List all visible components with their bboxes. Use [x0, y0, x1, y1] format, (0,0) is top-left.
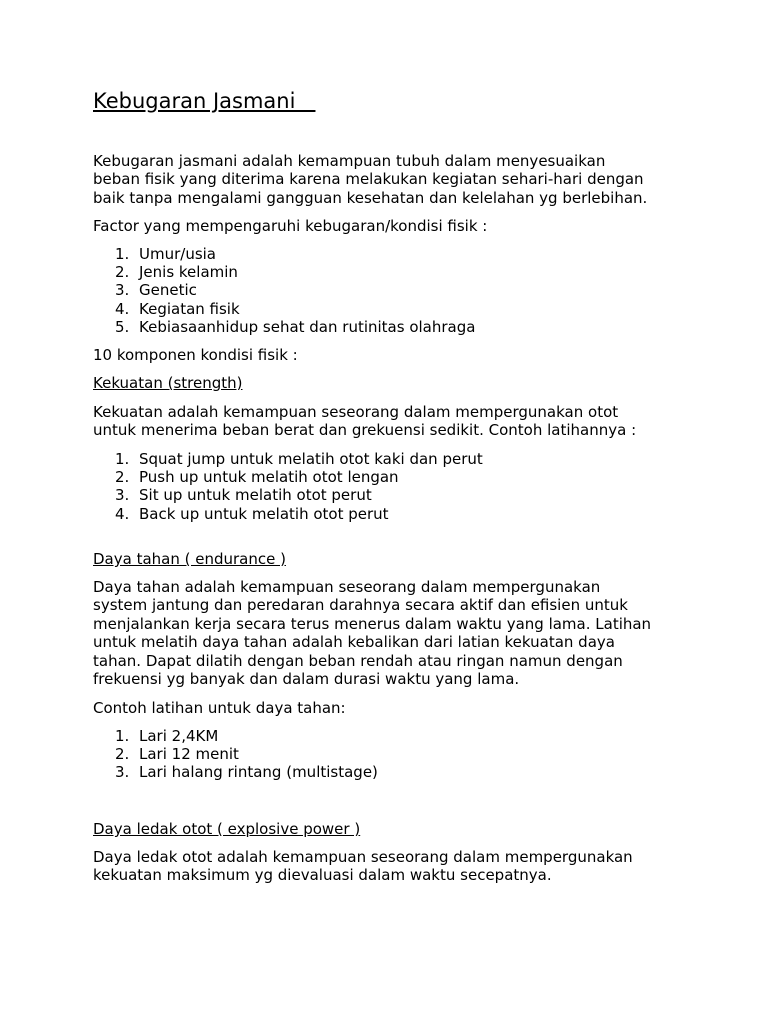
- list-number: 5.: [115, 317, 130, 336]
- list-text: Kebiasaanhidup sehat dan rutinitas olahraga: [139, 317, 476, 336]
- intro-line: beban fisik yang diterima karena melakukan kegiatan sehari-hari dengan: [93, 170, 644, 189]
- list-item: [93, 486, 483, 504]
- daya-tahan-line: frekuensi yg banyak dan dalam durasi waktu yang lama.: [93, 670, 520, 689]
- list-text: Sit up untuk melatih otot perut: [139, 486, 372, 505]
- list-item: [93, 505, 483, 523]
- list-text: Back up untuk melatih otot perut: [139, 504, 389, 523]
- kekuatan-heading: Kekuatan (strength): [93, 374, 243, 392]
- daya-ledak-line: kekuatan maksimum yg dievaluasi dalam waktu secepatnya.: [93, 866, 552, 885]
- factor-heading: Factor yang mempengaruhi kebugaran/kondisi fisik :: [93, 217, 488, 235]
- list-item: [93, 300, 475, 318]
- list-text: Genetic: [139, 281, 197, 300]
- daya-tahan-line: tahan. Dapat dilatih dengan beban rendah atau ringan namun dengan: [93, 651, 623, 670]
- list-number: 2.: [115, 263, 130, 282]
- factor-list: [93, 245, 475, 336]
- list-item: [93, 245, 475, 263]
- intro-line: baik tanpa mengalami gangguan kesehatan dan kelelahan yg berlebihan.: [93, 188, 648, 207]
- intro-line: Kebugaran jasmani adalah kemampuan tubuh dalam menyesuaikan: [93, 152, 606, 170]
- list-item: [93, 263, 475, 281]
- list-text: Kegiatan fisik: [139, 299, 240, 318]
- page-title: Kebugaran Jasmani: [93, 89, 316, 113]
- list-number: 2.: [115, 745, 130, 764]
- daya-ledak-heading: Daya ledak otot ( explosive power ): [93, 820, 361, 838]
- daya-tahan-paragraph: [93, 578, 693, 688]
- list-number: 1.: [115, 245, 130, 263]
- daya-tahan-line: untuk melatih daya tahan adalah kebalikan dari latian kekuatan daya: [93, 633, 615, 652]
- daya-ledak-line: Daya ledak otot adalah kemampuan seseorang dalam mempergunakan: [93, 848, 633, 866]
- list-item: [93, 727, 378, 745]
- daya-tahan-heading: Daya tahan ( endurance ): [93, 550, 286, 568]
- list-text: Jenis kelamin: [139, 263, 238, 282]
- list-item: [93, 745, 378, 763]
- komponen-heading: 10 komponen kondisi fisik :: [93, 346, 298, 364]
- list-number: 3.: [115, 486, 130, 505]
- list-number: 4.: [115, 299, 130, 318]
- list-text: Push up untuk melatih otot lengan: [139, 468, 399, 487]
- list-item: [93, 763, 378, 781]
- daya-tahan-line: Daya tahan adalah kemampuan seseorang dalam mempergunakan: [93, 578, 601, 596]
- list-text: Lari 2,4KM: [139, 727, 219, 745]
- list-number: 4.: [115, 504, 130, 523]
- list-item: [93, 468, 483, 486]
- daya-ledak-paragraph: [93, 848, 693, 885]
- list-item: [93, 318, 475, 336]
- intro-paragraph: [93, 152, 693, 207]
- kekuatan-list: [93, 450, 483, 523]
- list-text: Squat jump untuk melatih otot kaki dan perut: [139, 450, 483, 468]
- list-number: 1.: [115, 450, 130, 468]
- daya-tahan-line: system jantung dan peredaran darahnya secara aktif dan efisien untuk: [93, 596, 628, 615]
- kekuatan-line: Kekuatan adalah kemampuan seseorang dalam mempergunakan otot: [93, 403, 619, 421]
- daya-tahan-line: menjalankan kerja secara terus menerus dalam waktu yang lama. Latihan: [93, 614, 652, 633]
- list-text: Lari 12 menit: [139, 745, 239, 764]
- contoh-heading: Contoh latihan untuk daya tahan:: [93, 699, 346, 717]
- list-number: 2.: [115, 468, 130, 487]
- kekuatan-line: untuk menerima beban berat dan grekuensi sedikit. Contoh latihannya :: [93, 421, 637, 440]
- kekuatan-paragraph: [93, 403, 693, 440]
- list-item: [93, 450, 483, 468]
- list-number: 3.: [115, 281, 130, 300]
- list-text: Umur/usia: [139, 245, 216, 263]
- list-number: 3.: [115, 763, 130, 782]
- list-number: 1.: [115, 727, 130, 745]
- list-text: Lari halang rintang (multistage): [139, 763, 378, 782]
- list-item: [93, 281, 475, 299]
- daya-tahan-list: [93, 727, 378, 782]
